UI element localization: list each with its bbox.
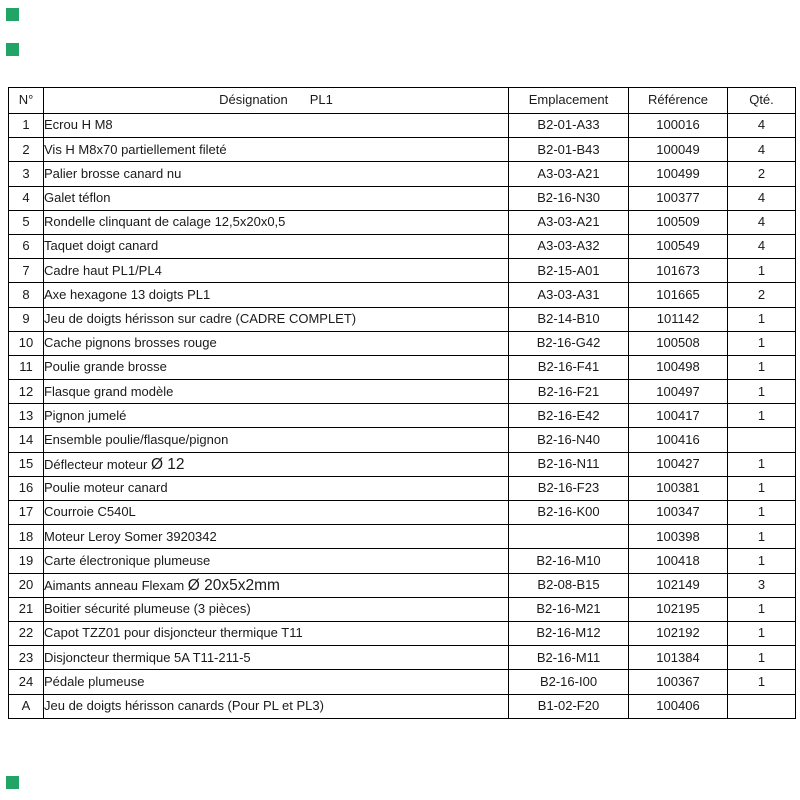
location-cell: B2-14-B10	[509, 307, 629, 331]
qty-cell: 4	[728, 186, 796, 210]
location-cell: A3-03-A32	[509, 234, 629, 258]
reference-cell: 100499	[629, 162, 728, 186]
designation-cell: Galet téflon	[44, 186, 509, 210]
qty-cell: 1	[728, 476, 796, 500]
row-number-cell: 1	[9, 114, 44, 138]
designation-cell: Carte électronique plumeuse	[44, 549, 509, 573]
reference-cell: 100508	[629, 331, 728, 355]
table-row	[9, 355, 796, 379]
row-number-cell: 5	[9, 210, 44, 234]
location-cell: B2-16-M11	[509, 646, 629, 670]
qty-cell: 2	[728, 162, 796, 186]
parts-table	[8, 87, 796, 719]
designation-cell: Vis H M8x70 partiellement fileté	[44, 138, 509, 162]
designation-cell: Moteur Leroy Somer 3920342	[44, 525, 509, 549]
table-row	[9, 114, 796, 138]
reference-cell: 102149	[629, 573, 728, 597]
reference-cell: 100417	[629, 404, 728, 428]
designation-cell: Ensemble poulie/flasque/pignon	[44, 428, 509, 452]
reference-cell: 101673	[629, 259, 728, 283]
col-header-emplacement: Emplacement	[509, 88, 629, 114]
designation-cell: Rondelle clinquant de calage 12,5x20x0,5	[44, 210, 509, 234]
row-number-cell: 16	[9, 476, 44, 500]
table-row	[9, 525, 796, 549]
designation-cell: Courroie C540L	[44, 501, 509, 525]
reference-cell: 100049	[629, 138, 728, 162]
row-number-cell: 22	[9, 621, 44, 645]
col-header-designation-suffix: PL1	[309, 92, 333, 108]
location-cell: B2-16-N11	[509, 452, 629, 476]
location-cell: B2-16-G42	[509, 331, 629, 355]
reference-cell: 100406	[629, 694, 728, 718]
col-header-num: N°	[9, 88, 44, 114]
designation-cell: Pédale plumeuse	[44, 670, 509, 694]
table-header	[9, 88, 796, 114]
table-row	[9, 549, 796, 573]
designation-cell: Cadre haut PL1/PL4	[44, 259, 509, 283]
table-row	[9, 331, 796, 355]
reference-cell: 100497	[629, 380, 728, 404]
table-row	[9, 621, 796, 645]
row-number-cell: 4	[9, 186, 44, 210]
designation-cell: Déflecteur moteur Ø 12	[44, 452, 509, 476]
col-header-reference: Référence	[629, 88, 728, 114]
table-row	[9, 670, 796, 694]
location-cell: B2-08-B15	[509, 573, 629, 597]
qty-cell: 2	[728, 283, 796, 307]
table-row	[9, 259, 796, 283]
reference-cell: 100016	[629, 114, 728, 138]
reference-cell: 101142	[629, 307, 728, 331]
reference-cell: 100418	[629, 549, 728, 573]
qty-cell: 4	[728, 234, 796, 258]
table-row	[9, 162, 796, 186]
qty-cell: 1	[728, 501, 796, 525]
designation-cell: Capot TZZ01 pour disjoncteur thermique T11	[44, 621, 509, 645]
location-cell: B2-01-A33	[509, 114, 629, 138]
row-number-cell: 19	[9, 549, 44, 573]
designation-cell: Boitier sécurité plumeuse (3 pièces)	[44, 597, 509, 621]
location-cell: B2-16-I00	[509, 670, 629, 694]
table-row	[9, 138, 796, 162]
row-number-cell: 24	[9, 670, 44, 694]
qty-cell	[728, 694, 796, 718]
table-body	[9, 114, 796, 719]
row-number-cell: 3	[9, 162, 44, 186]
designation-cell: Poulie grande brosse	[44, 355, 509, 379]
green-square-marker	[6, 776, 19, 789]
location-cell	[509, 525, 629, 549]
qty-cell: 1	[728, 307, 796, 331]
table-row	[9, 210, 796, 234]
table-row	[9, 597, 796, 621]
table-row	[9, 501, 796, 525]
table-row	[9, 452, 796, 476]
qty-cell: 4	[728, 210, 796, 234]
col-header-designation-label: Désignation	[219, 92, 288, 108]
row-number-cell: 18	[9, 525, 44, 549]
qty-cell: 1	[728, 670, 796, 694]
reference-cell: 100427	[629, 452, 728, 476]
table-row	[9, 646, 796, 670]
qty-cell: 1	[728, 331, 796, 355]
location-cell: B2-16-M21	[509, 597, 629, 621]
reference-cell: 102195	[629, 597, 728, 621]
table-row	[9, 476, 796, 500]
qty-cell	[728, 428, 796, 452]
location-cell: B2-01-B43	[509, 138, 629, 162]
qty-cell: 1	[728, 355, 796, 379]
col-header-qty: Qté.	[728, 88, 796, 114]
designation-cell: Taquet doigt canard	[44, 234, 509, 258]
reference-cell: 101384	[629, 646, 728, 670]
designation-cell: Cache pignons brosses rouge	[44, 331, 509, 355]
row-number-cell: 6	[9, 234, 44, 258]
designation-cell: Flasque grand modèle	[44, 380, 509, 404]
table-row	[9, 307, 796, 331]
table-row	[9, 234, 796, 258]
reference-cell: 100367	[629, 670, 728, 694]
row-number-cell: 7	[9, 259, 44, 283]
qty-cell: 1	[728, 597, 796, 621]
location-cell: A3-03-A21	[509, 162, 629, 186]
row-number-cell: 9	[9, 307, 44, 331]
designation-cell: Aimants anneau Flexam Ø 20x5x2mm	[44, 573, 509, 597]
designation-large-text: Ø 20x5x2mm	[187, 576, 280, 594]
row-number-cell: 12	[9, 380, 44, 404]
qty-cell: 4	[728, 114, 796, 138]
location-cell: B2-16-M10	[509, 549, 629, 573]
table-row	[9, 283, 796, 307]
location-cell: B2-16-F41	[509, 355, 629, 379]
row-number-cell: 2	[9, 138, 44, 162]
reference-cell: 101665	[629, 283, 728, 307]
location-cell: B1-02-F20	[509, 694, 629, 718]
designation-cell: Jeu de doigts hérisson sur cadre (CADRE COMPLET)	[44, 307, 509, 331]
qty-cell: 4	[728, 138, 796, 162]
row-number-cell: 8	[9, 283, 44, 307]
header-row	[9, 88, 796, 114]
row-number-cell: 23	[9, 646, 44, 670]
qty-cell: 1	[728, 621, 796, 645]
designation-cell: Palier brosse canard nu	[44, 162, 509, 186]
reference-cell: 100416	[629, 428, 728, 452]
row-number-cell: 15	[9, 452, 44, 476]
table-row	[9, 428, 796, 452]
table-row	[9, 380, 796, 404]
reference-cell: 102192	[629, 621, 728, 645]
row-number-cell: 17	[9, 501, 44, 525]
row-number-cell: 14	[9, 428, 44, 452]
reference-cell: 100549	[629, 234, 728, 258]
designation-cell: Poulie moteur canard	[44, 476, 509, 500]
table-row	[9, 404, 796, 428]
location-cell: B2-16-E42	[509, 404, 629, 428]
row-number-cell: 21	[9, 597, 44, 621]
designation-cell: Pignon jumelé	[44, 404, 509, 428]
qty-cell: 1	[728, 549, 796, 573]
qty-cell: 1	[728, 380, 796, 404]
location-cell: B2-16-F23	[509, 476, 629, 500]
reference-cell: 100398	[629, 525, 728, 549]
reference-cell: 100498	[629, 355, 728, 379]
location-cell: A3-03-A31	[509, 283, 629, 307]
qty-cell: 1	[728, 452, 796, 476]
table-row	[9, 694, 796, 718]
qty-cell: 1	[728, 259, 796, 283]
table-row	[9, 186, 796, 210]
location-cell: B2-16-F21	[509, 380, 629, 404]
table-row	[9, 573, 796, 597]
qty-cell: 1	[728, 525, 796, 549]
reference-cell: 100381	[629, 476, 728, 500]
row-number-cell: A	[9, 694, 44, 718]
row-number-cell: 10	[9, 331, 44, 355]
green-square-marker	[6, 43, 19, 56]
location-cell: B2-16-K00	[509, 501, 629, 525]
location-cell: A3-03-A21	[509, 210, 629, 234]
designation-cell: Jeu de doigts hérisson canards (Pour PL et PL3)	[44, 694, 509, 718]
designation-cell: Ecrou H M8	[44, 114, 509, 138]
location-cell: B2-16-N30	[509, 186, 629, 210]
designation-cell: Disjoncteur thermique 5A T11-211-5	[44, 646, 509, 670]
location-cell: B2-15-A01	[509, 259, 629, 283]
reference-cell: 100509	[629, 210, 728, 234]
qty-cell: 3	[728, 573, 796, 597]
reference-cell: 100347	[629, 501, 728, 525]
green-square-marker	[6, 8, 19, 21]
qty-cell: 1	[728, 646, 796, 670]
qty-cell: 1	[728, 404, 796, 428]
designation-large-text: Ø 12	[150, 455, 185, 473]
row-number-cell: 13	[9, 404, 44, 428]
row-number-cell: 20	[9, 573, 44, 597]
reference-cell: 100377	[629, 186, 728, 210]
designation-cell: Axe hexagone 13 doigts PL1	[44, 283, 509, 307]
location-cell: B2-16-M12	[509, 621, 629, 645]
col-header-designation	[44, 88, 509, 114]
row-number-cell: 11	[9, 355, 44, 379]
location-cell: B2-16-N40	[509, 428, 629, 452]
